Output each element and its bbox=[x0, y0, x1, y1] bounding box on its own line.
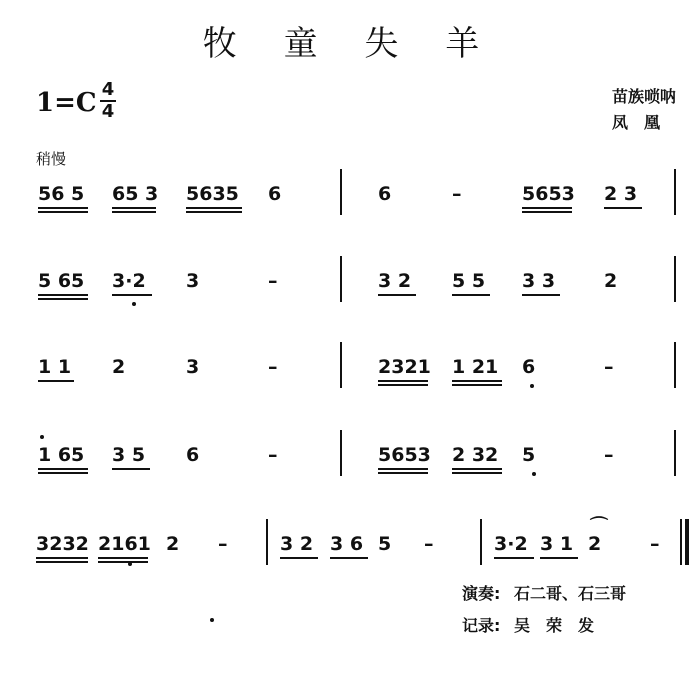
note-group: 3232 bbox=[36, 533, 89, 555]
note-group: 3 2 bbox=[378, 270, 412, 292]
note-group: 5653 bbox=[378, 444, 431, 466]
note-group: 56 5 bbox=[38, 183, 85, 205]
note-group: 1 65 bbox=[38, 444, 85, 466]
note-group: – bbox=[268, 356, 278, 378]
underline-double bbox=[38, 472, 88, 474]
underline bbox=[522, 207, 572, 209]
note-group: 5 bbox=[522, 444, 536, 466]
underline bbox=[112, 207, 156, 209]
underline-double bbox=[186, 211, 242, 213]
barline-final-thick bbox=[685, 519, 689, 565]
underline bbox=[112, 294, 152, 296]
underline bbox=[522, 294, 560, 296]
barline bbox=[480, 519, 482, 565]
underline bbox=[330, 557, 368, 559]
octave-dot-low bbox=[128, 562, 132, 566]
underline bbox=[378, 380, 428, 382]
time-signature-top: 4 bbox=[101, 79, 115, 100]
note-group: 2 bbox=[166, 533, 180, 555]
underline-double bbox=[378, 384, 428, 386]
origin-line-1: 苗族唢呐 bbox=[612, 87, 677, 106]
key-signature: 1=C bbox=[36, 88, 97, 118]
underline-double bbox=[36, 561, 88, 563]
note-group: – bbox=[268, 270, 278, 292]
note-group: – bbox=[218, 533, 228, 555]
note-group: 2321 bbox=[378, 356, 431, 378]
underline bbox=[452, 294, 490, 296]
underline bbox=[36, 557, 88, 559]
note-group: 2 3 bbox=[604, 183, 638, 205]
origin-line-2: 凤 凰 bbox=[612, 113, 661, 132]
barline bbox=[340, 430, 342, 476]
time-signature bbox=[100, 80, 116, 122]
barline bbox=[266, 519, 268, 565]
note-group: – bbox=[452, 183, 462, 205]
note-group: 5 bbox=[378, 533, 392, 555]
note-group: – bbox=[650, 533, 660, 555]
barline bbox=[674, 430, 676, 476]
underline bbox=[452, 468, 502, 470]
underline bbox=[112, 468, 150, 470]
underline-double bbox=[452, 384, 502, 386]
note-group: – bbox=[604, 356, 614, 378]
note-group: 6 bbox=[378, 183, 392, 205]
note-group: 3 6 bbox=[330, 533, 364, 555]
barline bbox=[340, 256, 342, 302]
fermata-icon: ⌒ bbox=[590, 516, 608, 537]
underline bbox=[280, 557, 318, 559]
record-value: 吴 荣 发 bbox=[513, 616, 594, 635]
underline bbox=[452, 380, 502, 382]
note-group: 6 bbox=[268, 183, 282, 205]
underline bbox=[494, 557, 534, 559]
note-group: – bbox=[268, 444, 278, 466]
note-group: – bbox=[604, 444, 614, 466]
note-group: 5653 bbox=[522, 183, 575, 205]
tempo-marking: 稍慢 bbox=[36, 150, 67, 168]
underline bbox=[98, 557, 148, 559]
note-group: 3 bbox=[186, 270, 200, 292]
underline bbox=[186, 207, 242, 209]
underline bbox=[604, 207, 642, 209]
note-group: 5 65 bbox=[38, 270, 85, 292]
note-group: 6 bbox=[186, 444, 200, 466]
underline-double bbox=[522, 211, 572, 213]
underline bbox=[378, 468, 428, 470]
barline-final bbox=[680, 519, 682, 565]
note-group: 5 5 bbox=[452, 270, 486, 292]
time-signature-bottom: 4 bbox=[101, 101, 115, 122]
record-label: 记录: bbox=[462, 616, 501, 635]
perform-value: 石二哥、石三哥 bbox=[513, 584, 626, 603]
octave-dot-low bbox=[532, 472, 536, 476]
origin-info bbox=[612, 84, 676, 136]
note-group: 2 bbox=[588, 533, 602, 555]
underline-double bbox=[112, 211, 156, 213]
perform-label: 演奏: bbox=[462, 584, 501, 603]
note-group: 65 3 bbox=[112, 183, 159, 205]
underline bbox=[38, 294, 88, 296]
note-group: 1 1 bbox=[38, 356, 72, 378]
note-group: 3 3 bbox=[522, 270, 556, 292]
note-group: 3 5 bbox=[112, 444, 146, 466]
note-group: 3·2 bbox=[112, 270, 146, 292]
underline-double bbox=[452, 472, 502, 474]
underline bbox=[540, 557, 578, 559]
note-group: 2 bbox=[604, 270, 618, 292]
octave-dot-low bbox=[530, 384, 534, 388]
barline bbox=[340, 342, 342, 388]
barline bbox=[340, 169, 342, 215]
underline-double bbox=[38, 211, 88, 213]
octave-dot-high bbox=[40, 435, 44, 439]
note-group: 6 bbox=[522, 356, 536, 378]
underline bbox=[378, 294, 416, 296]
note-group: 2 32 bbox=[452, 444, 499, 466]
underline bbox=[38, 380, 74, 382]
octave-dot-low bbox=[132, 302, 136, 306]
note-group: 3 2 bbox=[280, 533, 314, 555]
underline-double bbox=[38, 298, 88, 300]
note-group: 1 21 bbox=[452, 356, 499, 378]
barline bbox=[674, 342, 676, 388]
underline-double bbox=[98, 561, 148, 563]
credits bbox=[462, 578, 626, 642]
note-group: 5635 bbox=[186, 183, 239, 205]
stray-dot bbox=[210, 618, 214, 622]
note-group: 2161 bbox=[98, 533, 151, 555]
note-group: 3 1 bbox=[540, 533, 574, 555]
note-group: 2 bbox=[112, 356, 126, 378]
page-title: 牧 童 失 羊 bbox=[202, 24, 498, 64]
note-group: – bbox=[424, 533, 434, 555]
barline bbox=[674, 256, 676, 302]
underline bbox=[38, 468, 88, 470]
note-group: 3 bbox=[186, 356, 200, 378]
underline-double bbox=[378, 472, 428, 474]
note-group: 3·2 bbox=[494, 533, 528, 555]
barline bbox=[674, 169, 676, 215]
underline bbox=[38, 207, 88, 209]
